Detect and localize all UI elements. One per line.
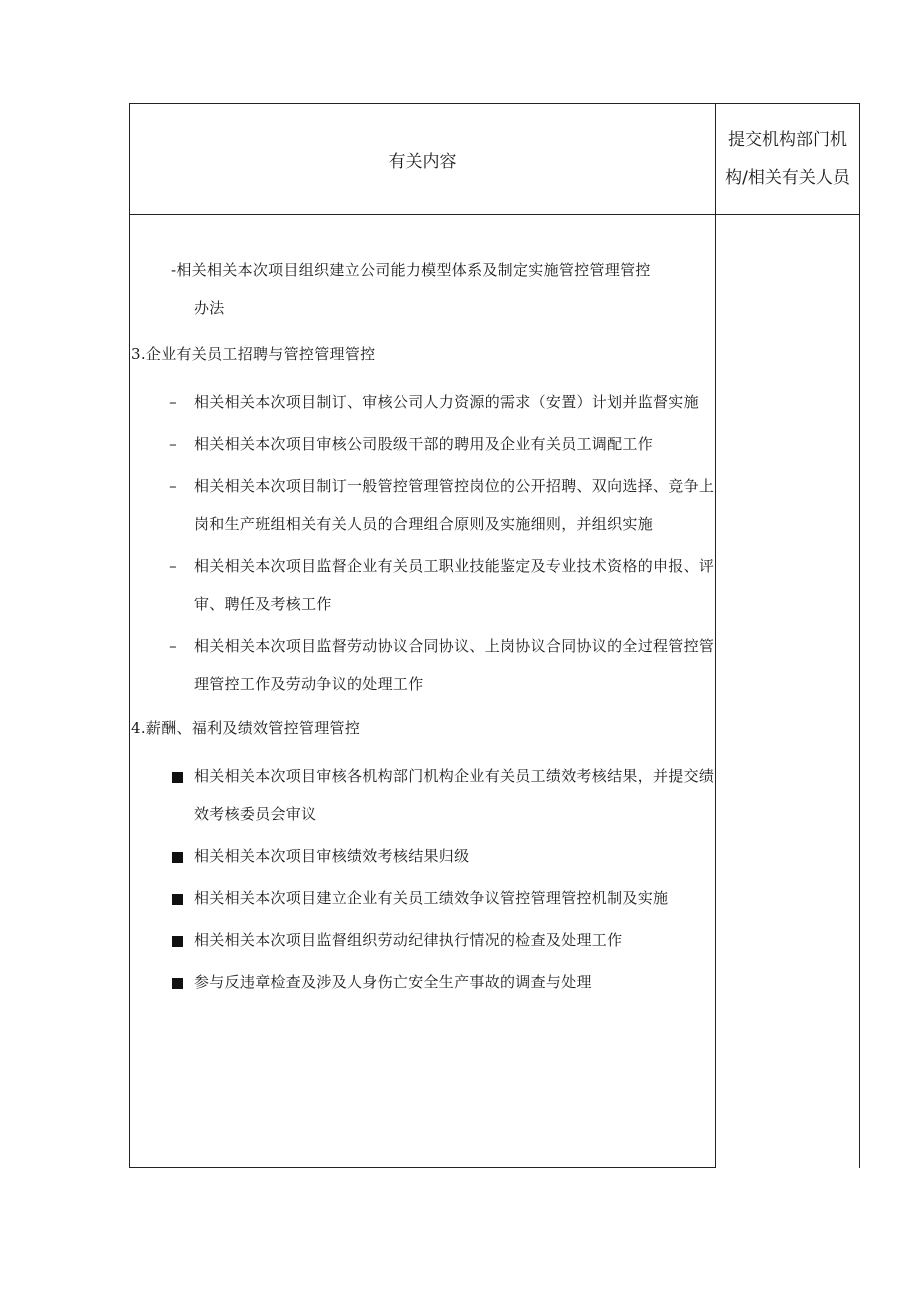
dash-marker: – [169, 637, 177, 655]
list-item [131, 837, 715, 875]
column-divider [715, 103, 716, 1168]
section-3-title: 3.企业有关员工招聘与管控管理管控 [131, 345, 376, 363]
square-bullet-icon [167, 879, 187, 917]
list-item [131, 879, 715, 917]
first-item-line2: 办法 [194, 299, 225, 317]
header-submit-label-line1: 提交机构部门机 [728, 130, 847, 150]
list-item [131, 467, 715, 543]
square-bullet-icon [167, 921, 187, 959]
section-4-title: 4.薪酬、福利及绩效管控管理管控 [131, 719, 361, 737]
header-bottom-border [129, 214, 860, 215]
list-item-text: 相关相关本次项目制订一般管控管理管控岗位的公开招聘、双向选择、竞争上岗和生产班组相关有关人员的合理组合原则及实施细则，并组织实施 [194, 477, 715, 533]
dash-marker: – [169, 557, 177, 575]
square-bullet-icon [167, 757, 187, 795]
list-item-text: 参与反违章检查及涉及人身伤亡安全生产事故的调查与处理 [194, 973, 592, 991]
square-bullet-icon [167, 837, 187, 875]
first-item-line1: -相关相关本次项目组织建立公司能力模型体系及制定实施管控管理管控 [171, 261, 651, 279]
list-item [131, 547, 715, 623]
list-item [131, 627, 715, 703]
list-item-text: 相关相关本次项目监督劳动协议合同协议、上岗协议合同协议的全过程管控管理管控工作及劳动争议的处理工作 [194, 637, 715, 693]
list-item [131, 921, 715, 959]
list-item [131, 251, 715, 327]
header-content-cell [130, 104, 715, 214]
list-item [131, 757, 715, 833]
list-item-text: 相关相关本次项目监督组织劳动纪律执行情况的检查及处理工作 [194, 931, 623, 949]
header-submit-cell [716, 104, 859, 214]
list-item-text: 相关相关本次项目建立企业有关员工绩效争议管控管理管控机制及实施 [194, 889, 669, 907]
header-content-label: 有关内容 [388, 151, 457, 172]
dash-marker: – [169, 393, 177, 411]
list-item-text: 相关相关本次项目审核绩效考核结果归级 [194, 847, 470, 865]
list-item-text: 相关相关本次项目监督企业有关员工职业技能鉴定及专业技术资格的申报、评审、聘任及考核工作 [194, 557, 715, 613]
table-left-border [129, 103, 130, 1168]
square-bullet-icon [167, 963, 187, 1001]
list-item-text: 相关相关本次项目审核各机构部门机构企业有关员工绩效考核结果，并提交绩效考核委员会审议 [194, 767, 715, 823]
table-right-border [859, 103, 860, 1168]
dash-marker: – [169, 435, 177, 453]
list-item [131, 425, 715, 463]
list-item [131, 383, 715, 421]
list-item [131, 963, 715, 1001]
content-cell [131, 251, 715, 1005]
dash-marker: – [169, 477, 177, 495]
list-item-text: 相关相关本次项目制订、审核公司人力资源的需求（安置）计划并监督实施 [194, 393, 699, 411]
table-bottom-border [129, 1167, 716, 1168]
list-item-text: 相关相关本次项目审核公司股级干部的聘用及企业有关员工调配工作 [194, 435, 654, 453]
header-submit-label-line2: 构/相关有关人员 [725, 168, 850, 188]
